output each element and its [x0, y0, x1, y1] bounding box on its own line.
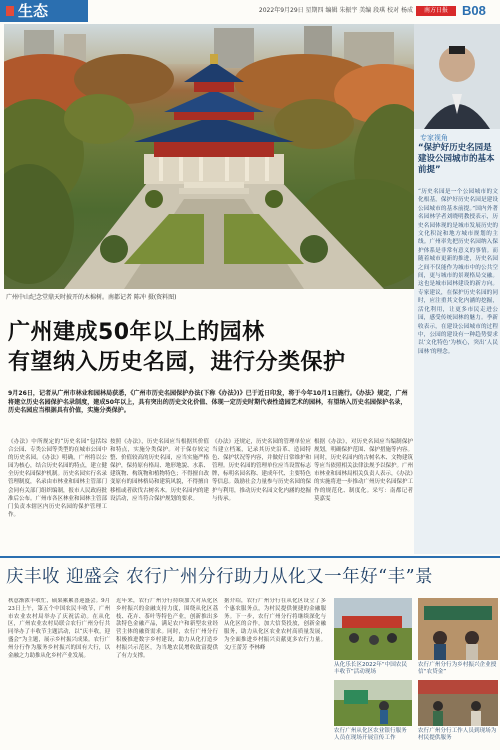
- headline-line-2: 有望纳入历史名园，进行分类保护: [8, 350, 346, 375]
- expert-portrait: [414, 24, 500, 129]
- page-number: B08: [462, 3, 486, 18]
- main-headline: [8, 318, 408, 382]
- photo-caption-2: 农行广州分行为乡村振兴企业授信“农贷金”: [418, 662, 497, 675]
- photo-caption-4: 农行广州分行工作人员到现场为村民提供服务: [418, 728, 497, 741]
- article-column: 根据《办法》，对历史名园应当编制保护规划，明确保护范围、保护措施等内容。同时，历史名园内的古树名木、文物建筑等应当依照相关法律法规予以保护。广州市林业和园林局相关负责人表示，《办法》的实施将进一步推动广州历史名园保护工作的规范化、制度化。采写：南都记者 莫嘉雯: [314, 439, 413, 502]
- sidebar-quote: “保护好历史名园是建设公园城市的基本前提”: [418, 143, 495, 175]
- festival-photo: [334, 598, 412, 660]
- main-photo: [4, 24, 414, 289]
- sidebar-label: 专家视角: [420, 134, 448, 142]
- service-photo: [334, 680, 412, 726]
- headline-line-1: 广州建成50年以上的园林: [8, 320, 265, 345]
- photo-caption: 广州中山纪念堂鼎天时披开的木棉树。南都记者 陈冲 摄(资料图): [6, 294, 177, 301]
- paper-badge: 南方日报: [416, 6, 456, 16]
- page-header: [0, 0, 500, 22]
- photo-caption-3: 农行广州从化区农业银行服务人员在现场开展宣传工作: [334, 728, 407, 741]
- lower-headline: 庆丰收 迎盛会 农行广州分行助力从化又一年好“丰”景: [6, 567, 434, 587]
- section-divider: [0, 556, 500, 558]
- dateline: 2022年9月29日 星期四 编辑 朱振宇 美编 段琪 校对 杨成: [258, 7, 413, 14]
- memorial-hall-illustration: [4, 24, 414, 289]
- loan-photo: [418, 598, 498, 660]
- article-column: 《办法》还规定，历史名园的管理单位应当建立档案，记录其历史沿革、造园特色、保护状况等内容，并做好日常维护和管理。历史名园的管理单位应当设置标志牌，标明名园名称、建成年代、主要特色等信息。鼓励社会力量参与历史名园的保护与利用，推动历史名园文化内涵的挖掘与传承。: [212, 439, 311, 502]
- article-column: 《办法》中所规定的“历史名园”包括综合公园、专类公园等类型的在城市公园中的历史名园。《办法》明确，广州将以公园为核心，结合历史名园的特点，建立健全历史名园保护机制。历史名园实行名录管理制度，名录由市林业和园林主管部门会同有关部门组织编制，报市人民政府批准后公布。广州市各区林业和园林主管部门负责本辖区内历史名园的保护管理工作。: [8, 439, 107, 518]
- photo-caption-1: 从化乐长区2022年“中国农民丰收节”活动现场: [334, 662, 408, 675]
- sidebar-body: “历史名园是一个公园城市的文化根基，保护好历史名园是建设公园城市的基本前提。”国内外著名园林学者刘晓明教授表示，历史名园体现的是城市发展历史的文化积淀和地方城市规划的主线。广州率先把历史名园纳入保护体系是非常有意义的事情。而随着城市更新的推进，历史名园之间不仅能作为城市中的公共空间，更与城市的景观格局交融。这也是城市园林建设的新方向。专家建议，在保护历史名园的同时，应注重其文化内涵的挖掘，活化利用，让更多市民走进公园，感受传统园林的魅力。季新收表示，在建设公园城市的过程中，公园的建设有一种趋势要求以‘文化特色’为核心，突出‘人民园林’的理念。: [418, 189, 498, 355]
- villagers-photo: [418, 680, 498, 726]
- article-body: [8, 438, 412, 550]
- lower-column: 近年来，农行广州分行持续加大对从化区乡村振兴的金融支持力度，围绕从化区荔枝、花卉、茶叶等特色产业，创新推出多款特色金融产品，满足农户和新型农业经营主体的融资需求。同时，农行广州分行积极推进数字乡村建设，助力从化打造乡村振兴示范区，为当地农民增收致富提供了有力支撑。: [116, 598, 218, 659]
- lower-column: 据介绍，农行广州分行在从化区设立了多个惠农服务点，为村民提供便捷的金融服务。下一步，农行广州分行将继续深化与从化区的合作，加大信贷投放，创新金融服务，助力从化区农业农村高质量发展，为全面推进乡村振兴贡献更多农行力量。文/王蕾芳 李林峰: [224, 598, 326, 651]
- article-column: 按照《办法》，历史名园应当根据其价值和特点，实施分类保护。对于保存较完整、价值较高的历史名园，应当实施严格保护，保持原有格局、地形地貌、水系、建筑物、构筑物和植物特色；不得擅自改变原有的园林格局和建筑风貌，不得擅自移植或者砍伐古树名木。历史名园内的建设活动，应当符合保护规划的要求。: [110, 439, 209, 502]
- lower-article-body: [8, 598, 328, 748]
- lead-paragraph: 9月26日，记者从广州市林业和园林局获悉，《广州市历史名园保护办法(下称《办法》)》已于近日印发，将于今年10月1日施行。《办法》规定，广州将建立历史名园保护名录制度，建成50年以上，具有突出的历史文化价值、体现一定历史时期代表性造园艺术的园林，有望纳入历史名园保护名录，历史名园应当根据具有价值，实施分类保护。: [8, 390, 408, 415]
- lower-column: 秋意渐浓丰收忙，硕果累累喜迎盛会。9月23日上午，第五个中国农民丰收节，广州市农业农村局举办了庆祝活动。在从化区，广州农业农村局联合农行广州分行共同举办了丰收节主题活动，以“庆丰收，迎盛会”为主题，展示乡村振兴成果。农行广州分行作为服务乡村振兴的国有大行，以金融之力助推从化乡村产业发展。: [8, 598, 110, 659]
- section-title: 生态: [0, 0, 88, 22]
